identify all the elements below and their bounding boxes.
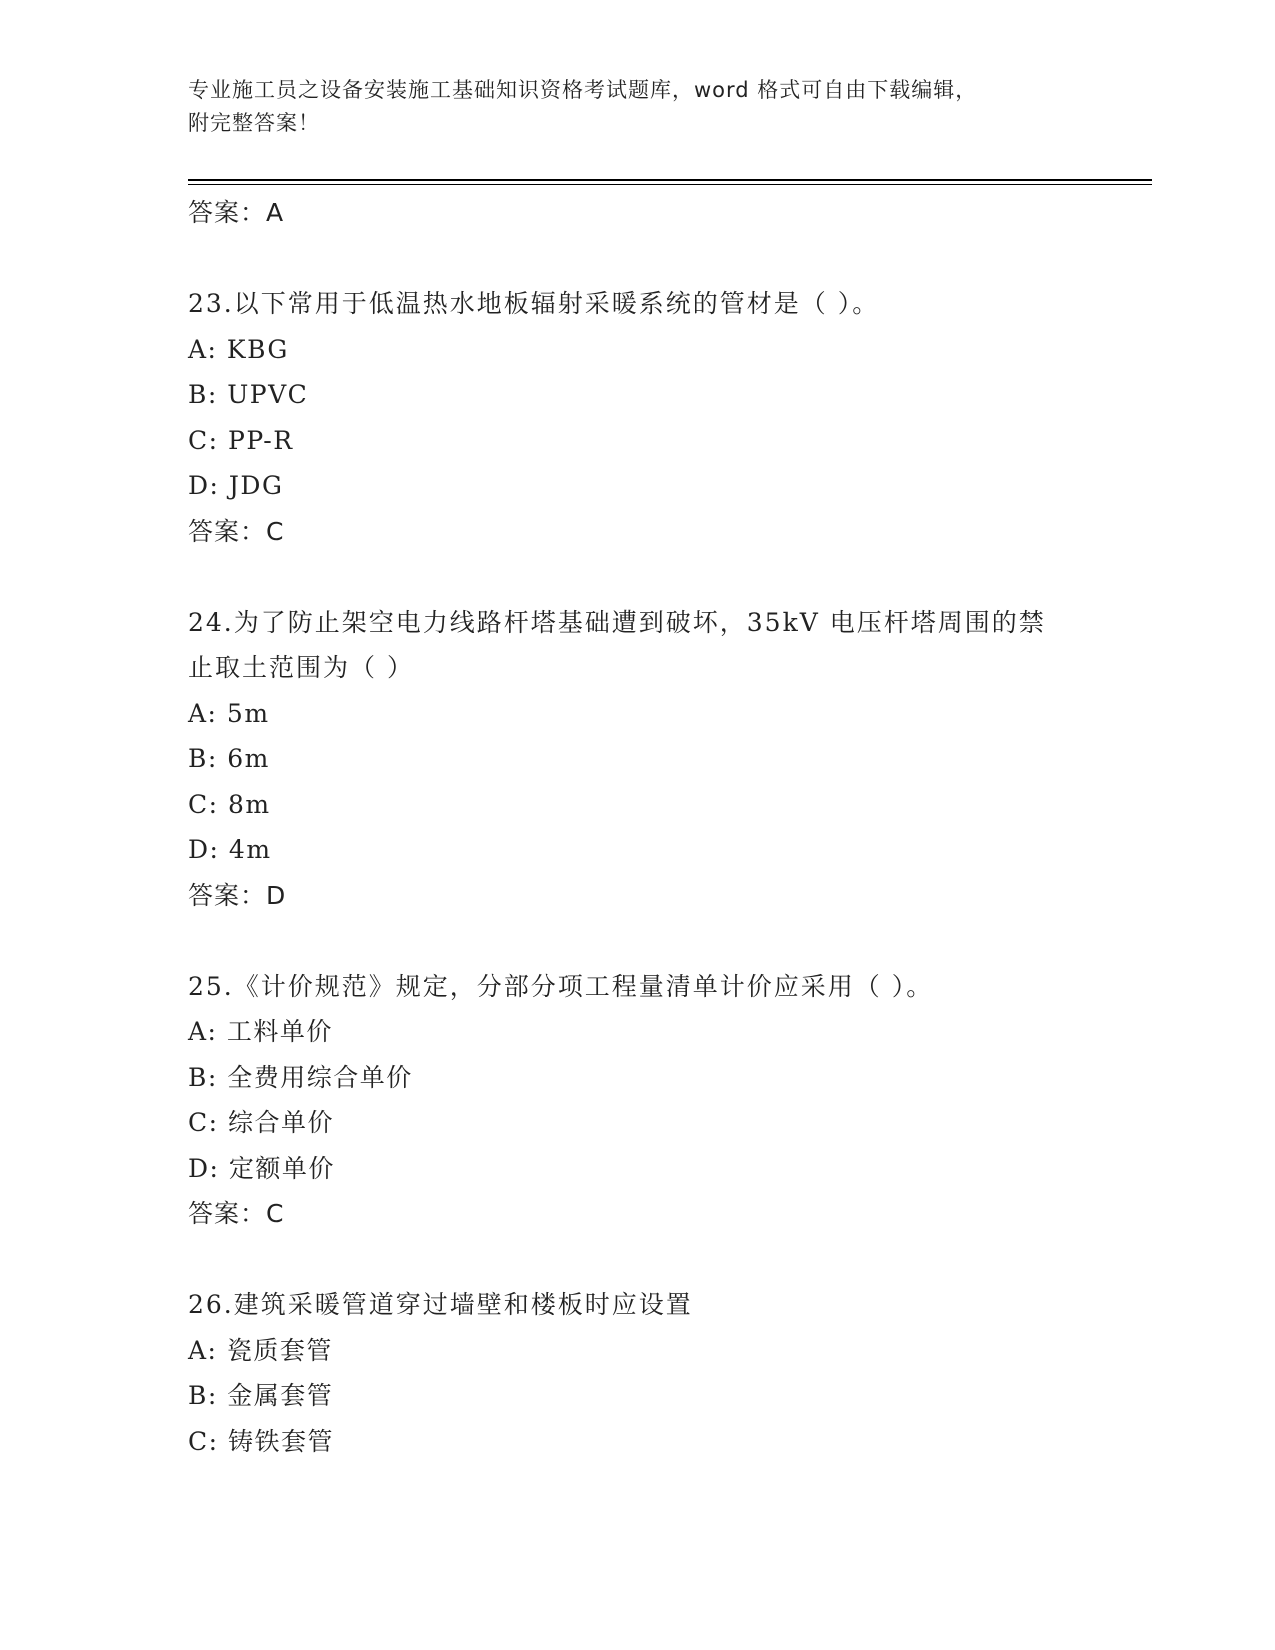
option-c: C: PP-R xyxy=(188,425,294,455)
document-body xyxy=(188,190,1152,1464)
option-a: A: 工料单价 xyxy=(188,1017,333,1046)
spacer xyxy=(188,918,1152,964)
option-d: D: 4m xyxy=(188,835,272,864)
option-d: D: 定额单价 xyxy=(188,1153,335,1183)
spacer xyxy=(188,554,1152,600)
question-26 xyxy=(188,1282,1152,1464)
option-a: A: 瓷质套管 xyxy=(188,1335,333,1365)
header-rule-thick xyxy=(188,179,1152,181)
question-stem: 23.以下常用于低温热水地板辐射采暖系统的管材是（ ）。 xyxy=(188,289,880,318)
option-d: D: JDG xyxy=(188,471,284,500)
spacer xyxy=(188,1237,1152,1283)
answer: 答案：D xyxy=(188,880,287,910)
header-line-1: 专业施工员之设备安装施工基础知识资格考试题库，word 格式可自由下载编辑， xyxy=(188,78,978,102)
question-stem: 26.建筑采暖管道穿过墙壁和楼板时应设置 xyxy=(188,1290,693,1319)
option-b: B: 金属套管 xyxy=(188,1381,334,1410)
question-24 xyxy=(188,600,1152,919)
question-25 xyxy=(188,964,1152,1237)
previous-answer: 答案：A xyxy=(188,198,285,227)
question-stem: 25.《计价规范》规定，分部分项工程量清单计价应采用（ ）。 xyxy=(188,971,934,1001)
header-line-2: 附完整答案！ xyxy=(188,111,320,135)
question-23 xyxy=(188,281,1152,554)
document-header xyxy=(188,74,1088,140)
spacer xyxy=(188,236,1152,282)
question-stem-continued: 止取土范围为（ ） xyxy=(188,653,414,682)
option-a: A: KBG xyxy=(188,334,289,364)
answer: 答案：C xyxy=(188,1199,285,1228)
option-b: B: 6m xyxy=(188,744,270,773)
header-rule-thin xyxy=(188,184,1152,185)
question-stem: 24.为了防止架空电力线路杆塔基础遭到破坏，35kV 电压杆塔周围的禁 xyxy=(188,607,1046,637)
option-c: C: 铸铁套管 xyxy=(188,1426,334,1456)
option-b: B: UPVC xyxy=(188,380,309,409)
option-b: B: 全费用综合单价 xyxy=(188,1062,413,1092)
option-c: C: 8m xyxy=(188,789,271,819)
answer: 答案：C xyxy=(188,516,285,546)
option-c: C: 综合单价 xyxy=(188,1108,334,1137)
option-a: A: 5m xyxy=(188,698,270,728)
